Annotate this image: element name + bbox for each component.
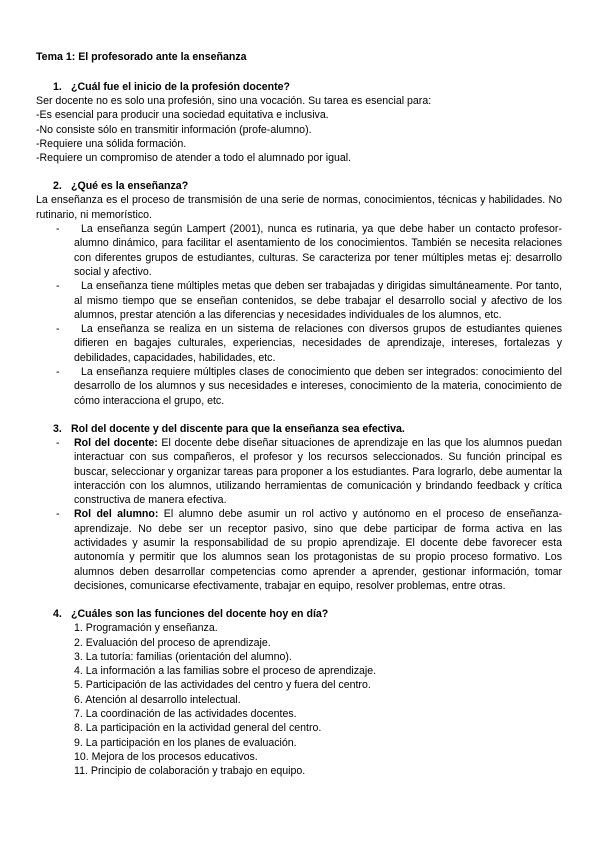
document-title: Tema 1: El profesorado ante la enseñanza <box>36 51 247 63</box>
dash-bullet: - <box>56 508 60 521</box>
section-2-list <box>36 222 562 408</box>
dash-bullet: - <box>56 280 60 293</box>
list-item: 11. Principio de colaboración y trabajo en equipo. <box>74 765 306 778</box>
section-2-intro: La enseñanza es el proceso de transmisión de una serie de normas, conocimientos, técnicas y habilidades. No rutinario, ni memorístico. <box>36 194 562 221</box>
section-1-heading-text: ¿Cuál fue el inicio de la profesión docente? <box>71 81 290 93</box>
list-item: 9. La participación en los planes de evaluación. <box>74 736 297 749</box>
section-1-heading <box>36 80 562 94</box>
list-item <box>36 436 562 507</box>
section-1-line: -Requiere un compromiso de atender a todo el alumnado por igual. <box>36 152 352 165</box>
section-1-line: -Es esencial para producir una sociedad equitativa e inclusiva. <box>36 109 329 122</box>
section-3-heading <box>36 422 562 436</box>
dash-bullet: - <box>56 323 60 336</box>
list-item <box>36 279 562 322</box>
list-item: 1. Programación y enseñanza. <box>74 622 218 635</box>
section-2-heading <box>36 179 562 193</box>
functions-list <box>36 621 562 778</box>
section-3-number: 3. <box>53 422 62 435</box>
list-item-text: La enseñanza según Lampert (2001), nunca es rutinaria, ya que debe haber un contacto profesor-alumno dinámico, para facilitar el asentamiento de los conocimientos. También se necesita relaciones con diferentes grupos de estudiantes, culturas. Se caracteriza por tener múltiples metas ej: desarrollo social y afectivo. <box>74 223 562 278</box>
list-item <box>36 365 562 408</box>
section-1 <box>36 80 562 165</box>
dash-bullet: - <box>56 366 60 379</box>
section-2-number: 2. <box>53 180 62 193</box>
section-1-line: -Requiere una sólida formación. <box>36 137 187 150</box>
list-item-text: La enseñanza tiene múltiples metas que deben ser trabajadas y dirigidas simultáneamente. Por tanto, al mismo tiempo que se enseñan contenidos, se debe trabajar el desarrollo social y afectivo de los alumnos, prestar atención a las diferencias y necesidades individuales de los alumnos, etc. <box>74 280 562 321</box>
section-2-heading-text: ¿Qué es la enseñanza? <box>71 180 189 193</box>
list-item: 7. La coordinación de las actividades docentes. <box>74 707 297 720</box>
section-4-heading <box>36 607 562 621</box>
dash-bullet: - <box>56 223 60 236</box>
section-4-number: 4. <box>53 608 62 621</box>
list-item: 3. La tutoría: familias (orientación del alumno). <box>74 650 292 663</box>
list-item: 10. Mejora de los procesos educativos. <box>74 750 258 763</box>
list-item <box>36 222 562 279</box>
list-item: 8. La participación en la actividad general del centro. <box>74 722 322 735</box>
role-text: El docente debe diseñar situaciones de aprendizaje en las que los alumnos puedan interactuar con sus compañeros, el profesor y los recursos seleccionados. Su función principal es buscar, seleccionar y organizar tareas para proponer a los estudiantes. Para lograrlo, debe aumentar la interacción con los alumnos, utilizando herramientas de comunicación y brindando feedback y crítica constructiva de manera efectiva. <box>74 436 563 507</box>
section-4-heading-text: ¿Cuáles son las funciones del docente hoy en día? <box>71 608 329 621</box>
section-1-line: -No consiste sólo en transmitir información (profe-alumno). <box>36 123 312 136</box>
list-item-text: La enseñanza requiere múltiples clases de conocimiento que deben ser integrados: conocimiento del desarrollo de los alumnos y sus necesidades e intereses, conocimiento de la materia, conocimiento de cómo interacciona el grupo, etc. <box>74 366 562 407</box>
section-2 <box>36 179 562 407</box>
list-item: 2. Evaluación del proceso de aprendizaje. <box>74 636 271 649</box>
role-label: Rol del docente: <box>74 436 158 449</box>
section-3 <box>36 422 562 593</box>
section-4 <box>36 607 562 778</box>
list-item: 6. Atención al desarrollo intelectual. <box>74 693 241 706</box>
section-3-heading-text: Rol del docente y del discente para que la enseñanza sea efectiva. <box>71 422 405 435</box>
list-item: 4. La información a las familias sobre el proceso de aprendizaje. <box>74 665 377 678</box>
list-item <box>36 507 562 593</box>
list-item: 5. Participación de las actividades del centro y fuera del centro. <box>74 679 371 692</box>
list-item-text: La enseñanza se realiza en un sistema de relaciones con diversos grupos de estudiantes quienes difieren en bagajes culturales, experiencias, necesidades de aprendizaje, intereses, fortalezas y debilidades, capacidades, habilidades, etc. <box>74 323 562 364</box>
role-label: Rol del alumno: <box>74 508 159 521</box>
dash-bullet: - <box>56 436 60 449</box>
section-1-number: 1. <box>53 81 62 93</box>
list-item <box>36 322 562 365</box>
role-text: El alumno debe asumir un rol activo y autónomo en el proceso de enseñanza-aprendizaje. No debe ser un receptor pasivo, sino que debe participar de forma activa en las actividades y asumir la responsabilidad de su propio aprendizaje. El docente debe favorecer esta autonomía y permitir que los alumnos sean los protagonistas de su propio proceso formativo. Los alumnos deben desarrollar competencias como aprender a aprender, gestionar información, tomar decisiones, comunicarse efectivamente, trabajar en equipo, resolver problemas, entre otras. <box>74 508 562 592</box>
section-3-list <box>36 436 562 593</box>
section-1-line: Ser docente no es solo una profesión, sino una vocación. Su tarea es esencial para: <box>36 95 432 107</box>
